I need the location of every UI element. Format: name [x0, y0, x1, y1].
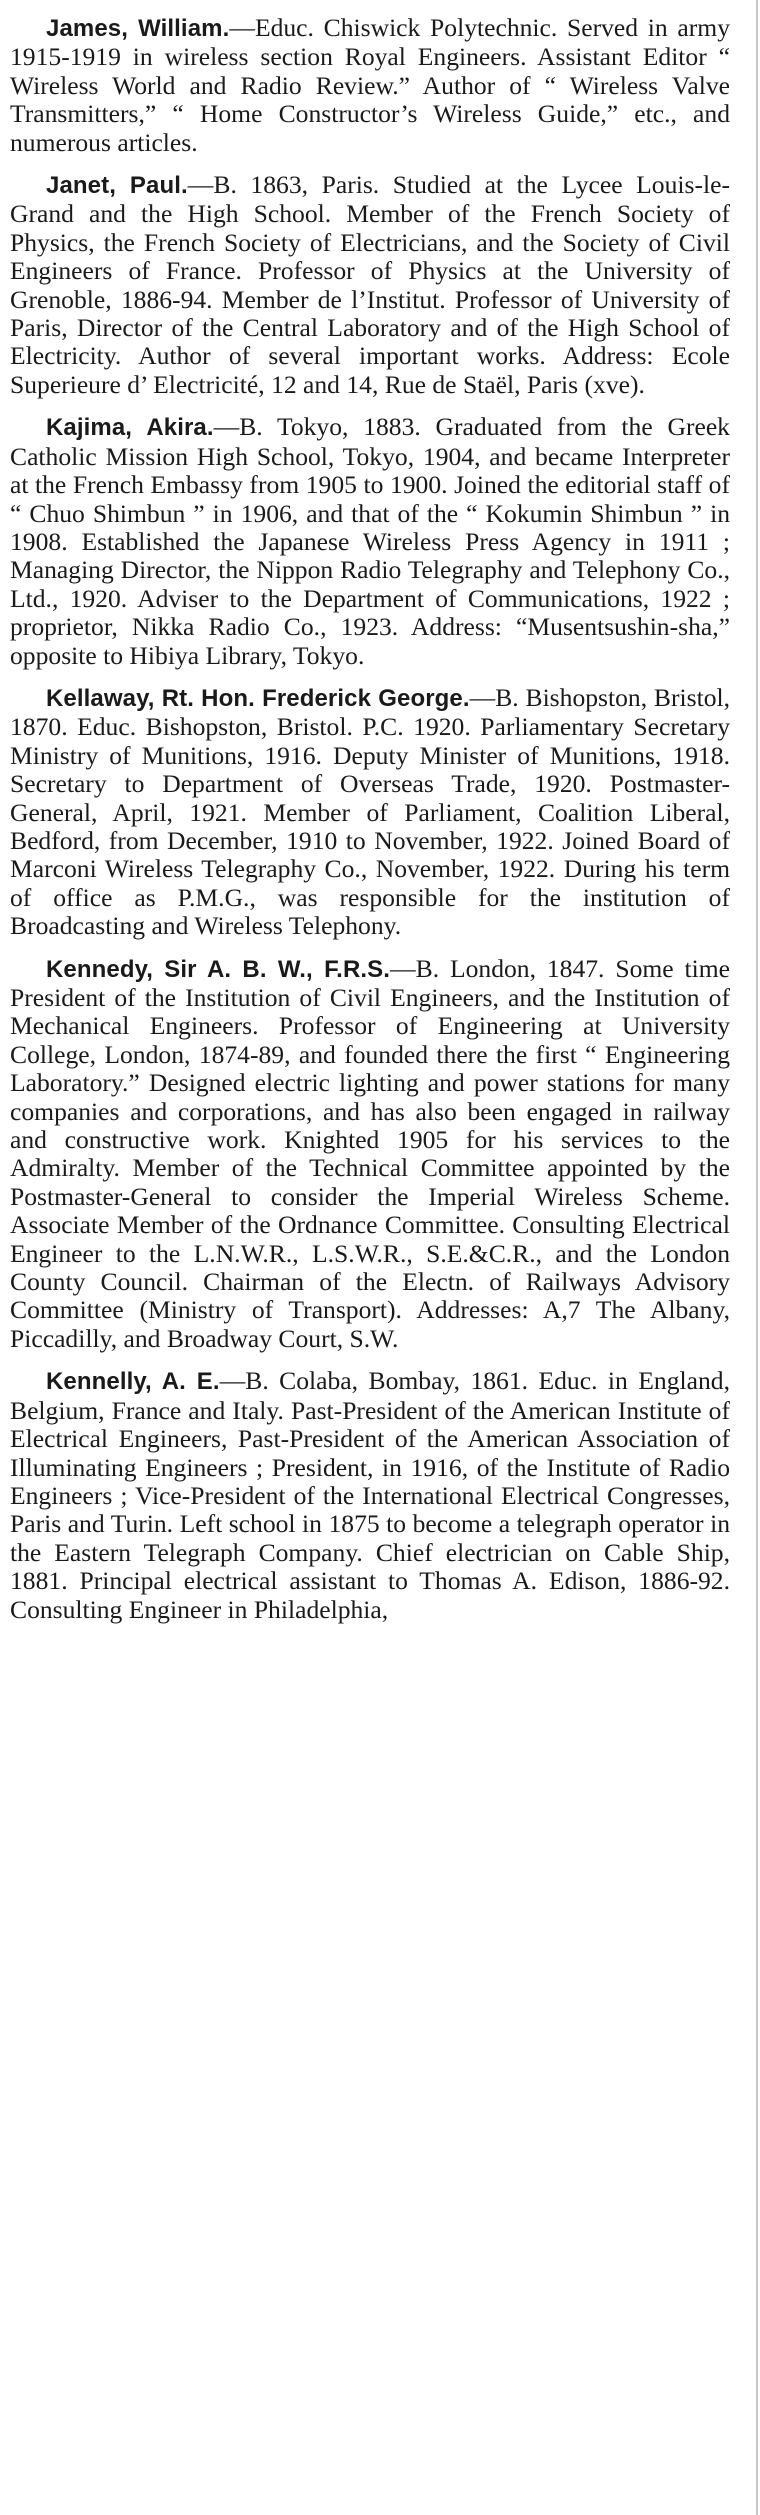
page-edge-rule	[756, 0, 758, 2515]
entry-name: Kajima, Akira.	[46, 414, 214, 442]
entry-name: Kennedy, Sir A. B. W., F.R.S.	[46, 955, 391, 983]
entry-text: —B. Bishopston, Bristol, 1870. Educ. Bishopston, Bristol. P.C. 1920. Parliamentary Secretary Ministry of Munitions, 1916. Deputy Minister of Munitions, 1918. Secretary to Department of Overseas Trade, 1920. Postmaster-General, April, 1921. Member of Parliament, Coalition Liberal, Bedford, from December, 1910 to November, 1922. Joined Board of Marconi Wireless Telegraphy Co., November, 1922. During his term of office as P.M.G., was responsible for the institution of Broadcasting and Wireless Telephony.	[10, 682, 730, 941]
entry-kellaway-frederick-george	[10, 684, 730, 941]
entry-kajima-akira	[10, 413, 730, 670]
entry-name: James, William.	[46, 15, 230, 42]
entry-text: —B. London, 1847. Some time President of the Institution of Civil Engineers, and the Institution of Mechanical Engineers. Professor of Engineering at University College, London, 1874-89, and founded there the first “ Engineering Laboratory.” Designed electric lighting and power stations for many companies and corporations, and has also been engaged in railway and constructive work. Knighted 1905 for his services to the Admiralty. Member of the Technical Committee appointed by the Postmaster-General to consider the Imperial Wireless Scheme. Associate Member of the Ordnance Committee. Consulting Electrical Engineer to the L.N.W.R., L.S.W.R., S.E.&C.R., and the London County Council. Chairman of the Electn. of Railways Advisory Committee (Ministry of Transport). Addresses: A,7 The Albany, Piccadilly, and Broadway Court, S.W.	[10, 953, 731, 1353]
entry-name: Janet, Paul.	[46, 172, 188, 200]
entry-text: —Educ. Chiswick Polytechnic. Served in army 1915-1919 in wireless section Royal Engineers. Assistant Editor “ Wireless World and Radio Review.” Author of “ Wireless Valve Transmitters,” “ Home Constructor’s Wireless Guide,” etc., and numerous articles.	[10, 13, 730, 157]
entry-text: —B. 1863, Paris. Studied at the Lycee Louis-le-Grand and the High School. Member of the French Society of Physics, the French Society of Electricians, and the Society of Civil Engineers of France. Professor of Physics at the University of Grenoble, 1886-94. Member de l’Institut. Professor of University of Paris, Director of the Central Laboratory and of the High School of Electricity. Author of several important works. Address: Ecole Superieure d’ Electricité, 12 and 14, Rue de Staël, Paris (xve).	[10, 170, 730, 399]
entry-james-william	[10, 14, 730, 157]
entry-text: —B. Tokyo, 1883. Graduated from the Greek Catholic Mission High School, Tokyo, 1904, and became Interpreter at the French Embassy from 1905 to 1900. Joined the editorial staff of “ Chuo Shimbun ” in 1906, and that of the “ Kokumin Shimbun ” in 1908. Established the Japanese Wireless Press Agency in 1911 ; Managing Director, the Nippon Radio Telegraphy and Telephony Co., Ltd., 1920. Adviser to the Department of Communications, 1922 ; proprietor, Nikka Radio Co., 1923. Address: “Musentsushin-sha,” opposite to Hibiya Library, Tokyo.	[10, 412, 730, 670]
entry-kennedy-sir-abw	[10, 955, 730, 1354]
entry-kennelly-ae	[10, 1367, 730, 1624]
biographical-dictionary-column	[10, 14, 730, 1624]
entry-text: —B. Colaba, Bombay, 1861. Educ. in England, Belgium, France and Italy. Past-President of the American Institute of Electrical Engineers, Past-President of the American Association of Illuminating Engineers ; President, in 1916, of the Institute of Radio Engineers ; Vice-President of the International Electrical Congresses, Paris and Turin. Left school in 1875 to become a telegraph operator in the Eastern Telegraph Company. Chief electrician on Cable Ship, 1881. Principal electrical assistant to Thomas A. Edison, 1886-92. Consulting Engineer in Philadelphia,	[10, 1366, 730, 1624]
entry-name: Kennelly, A. E.	[46, 1368, 220, 1396]
entry-name: Kellaway, Rt. Hon. Frederick George.	[46, 684, 470, 712]
entry-janet-paul	[10, 171, 730, 399]
